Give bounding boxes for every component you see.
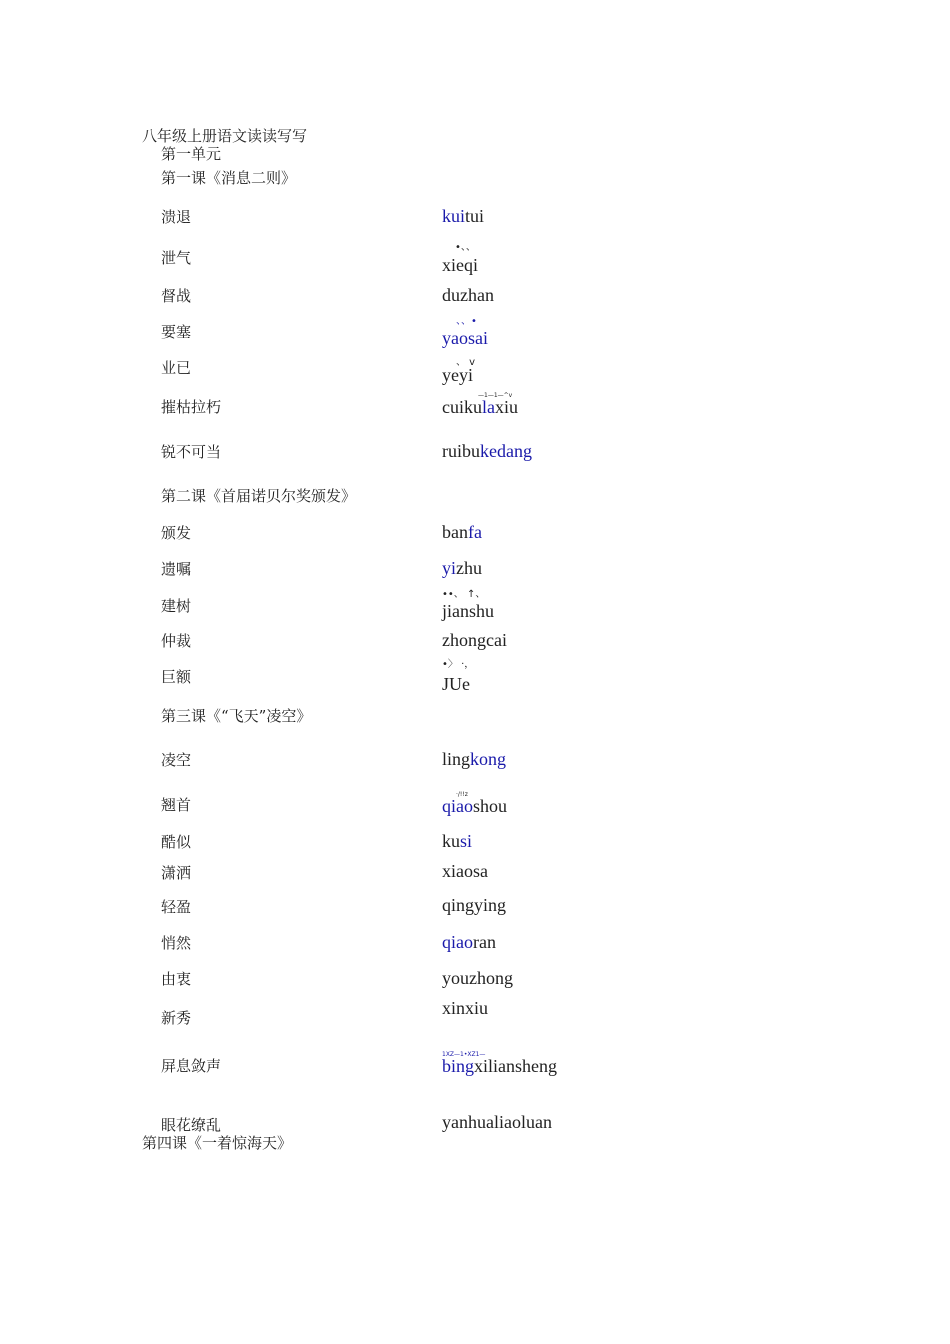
vocab-word-hanzi: 锐不可当 [161,443,222,461]
vocab-word-pinyin [442,830,472,852]
vocab-word-hanzi: 眼花缭乱 [161,1116,222,1134]
vocab-word-hanzi: 巨额 [161,668,192,686]
lesson-2-title: 第二课《首届诺贝尔奖颁发》 [161,487,357,505]
tone-mark-annotation: •〉 ·， [442,659,475,670]
tone-mark-annotation: ••、 ↑、 [442,589,486,600]
vocab-word-hanzi: 要塞 [161,323,192,341]
pinyin-segment: JUe [442,674,470,694]
pinyin-segment: kui [442,206,466,226]
tone-mark-annotation: •、、 [455,242,476,253]
vocab-word-pinyin [442,600,494,622]
pinyin-segment: ran [473,932,496,952]
pinyin-segment: duzhan [442,285,494,305]
pinyin-segment: bing [442,1056,475,1076]
vocab-word-hanzi: 溃退 [161,208,192,226]
vocab-word-pinyin [442,748,506,770]
tone-mark-annotation: 、、• [456,316,477,327]
document-title: 八年级上册语文读读写写 [142,127,308,145]
vocab-word-hanzi: 建树 [161,597,192,615]
vocab-word-hanzi: 凌空 [161,751,192,769]
pinyin-segment: youzhong [442,968,513,988]
pinyin-segment: jianshu [442,601,494,621]
pinyin-segment: cuiku [442,397,482,417]
pinyin-segment: qingying [442,895,507,915]
pinyin-segment: ling [442,749,471,769]
vocab-word-pinyin [442,997,488,1019]
pinyin-segment: xieqi [442,255,478,275]
vocab-word-hanzi: 由衷 [161,970,192,988]
pinyin-segment: la [482,397,495,417]
vocab-word-pinyin [442,629,507,651]
pinyin-segment: ban [442,522,468,542]
vocab-word-hanzi: 督战 [161,287,192,305]
vocab-word-hanzi: 潇洒 [161,864,192,882]
vocab-word-hanzi: 轻盈 [161,898,192,916]
pinyin-segment: kedang [480,441,532,461]
pinyin-segment: yaosai [442,328,488,348]
tone-mark-annotation: 1XZ—1•XZ1— [442,1051,486,1058]
vocab-word-hanzi: 酷似 [161,833,192,851]
tone-mark-annotation: —1—1—^v [478,392,513,399]
vocab-word-hanzi: 屏息敛声 [161,1057,222,1075]
vocab-word-pinyin [442,1111,552,1133]
vocab-word-hanzi: 业已 [161,359,192,377]
vocab-word-hanzi: 颁发 [161,524,192,542]
vocab-word-pinyin [442,967,513,989]
pinyin-segment: tui [465,206,485,226]
vocab-word-pinyin [442,205,484,227]
pinyin-segment: yeyi [442,365,473,385]
vocab-word-pinyin [442,894,506,916]
pinyin-segment: xiu [495,397,519,417]
vocab-word-pinyin [442,254,478,276]
vocab-word-hanzi: 泄气 [161,249,192,267]
lesson-3-title: 第三课《“飞天”凌空》 [161,707,312,725]
vocab-word-hanzi: 遗嘱 [161,560,192,578]
pinyin-segment: si [460,831,473,851]
vocab-word-pinyin [442,440,532,462]
pinyin-segment: yanhualiaoluan [442,1112,552,1132]
pinyin-segment: kong [470,749,507,769]
pinyin-segment: qiao [442,796,473,816]
pinyin-segment: qiao [442,932,473,952]
pinyin-segment: xiaosa [442,861,488,881]
pinyin-segment: fa [468,522,482,542]
vocab-word-hanzi: 新秀 [161,1009,192,1027]
vocab-word-pinyin [442,396,518,418]
unit-title: 第一单元 [161,145,222,163]
vocab-word-pinyin [442,327,488,349]
vocab-word-pinyin [442,1055,557,1077]
pinyin-segment: ruibu [442,441,480,461]
vocab-word-pinyin [442,557,482,579]
pinyin-segment: yi [442,558,457,578]
pinyin-segment: xiliansheng [474,1056,558,1076]
vocab-word-pinyin [442,521,482,543]
vocab-word-hanzi: 仲裁 [161,632,192,650]
vocab-word-hanzi: 翘首 [161,796,192,814]
vocab-word-pinyin [442,795,507,817]
pinyin-segment: zhu [456,558,483,578]
tone-mark-annotation: ·/!!z [456,791,468,798]
vocab-word-pinyin [442,673,470,695]
vocab-word-hanzi: 摧枯拉朽 [161,398,222,416]
pinyin-segment: xinxiu [442,998,489,1018]
tone-mark-annotation: 、 v [456,357,476,368]
pinyin-segment: ku [442,831,460,851]
lesson-1-title: 第一课《消息二则》 [161,169,297,187]
vocab-word-pinyin [442,284,494,306]
vocab-word-pinyin [442,931,496,953]
pinyin-segment: shou [473,796,508,816]
vocab-word-pinyin [442,860,488,882]
pinyin-segment: zhongcai [442,630,507,650]
vocab-word-hanzi: 悄然 [161,934,192,952]
lesson-4-title: 第四课《一着惊海天》 [142,1134,293,1152]
